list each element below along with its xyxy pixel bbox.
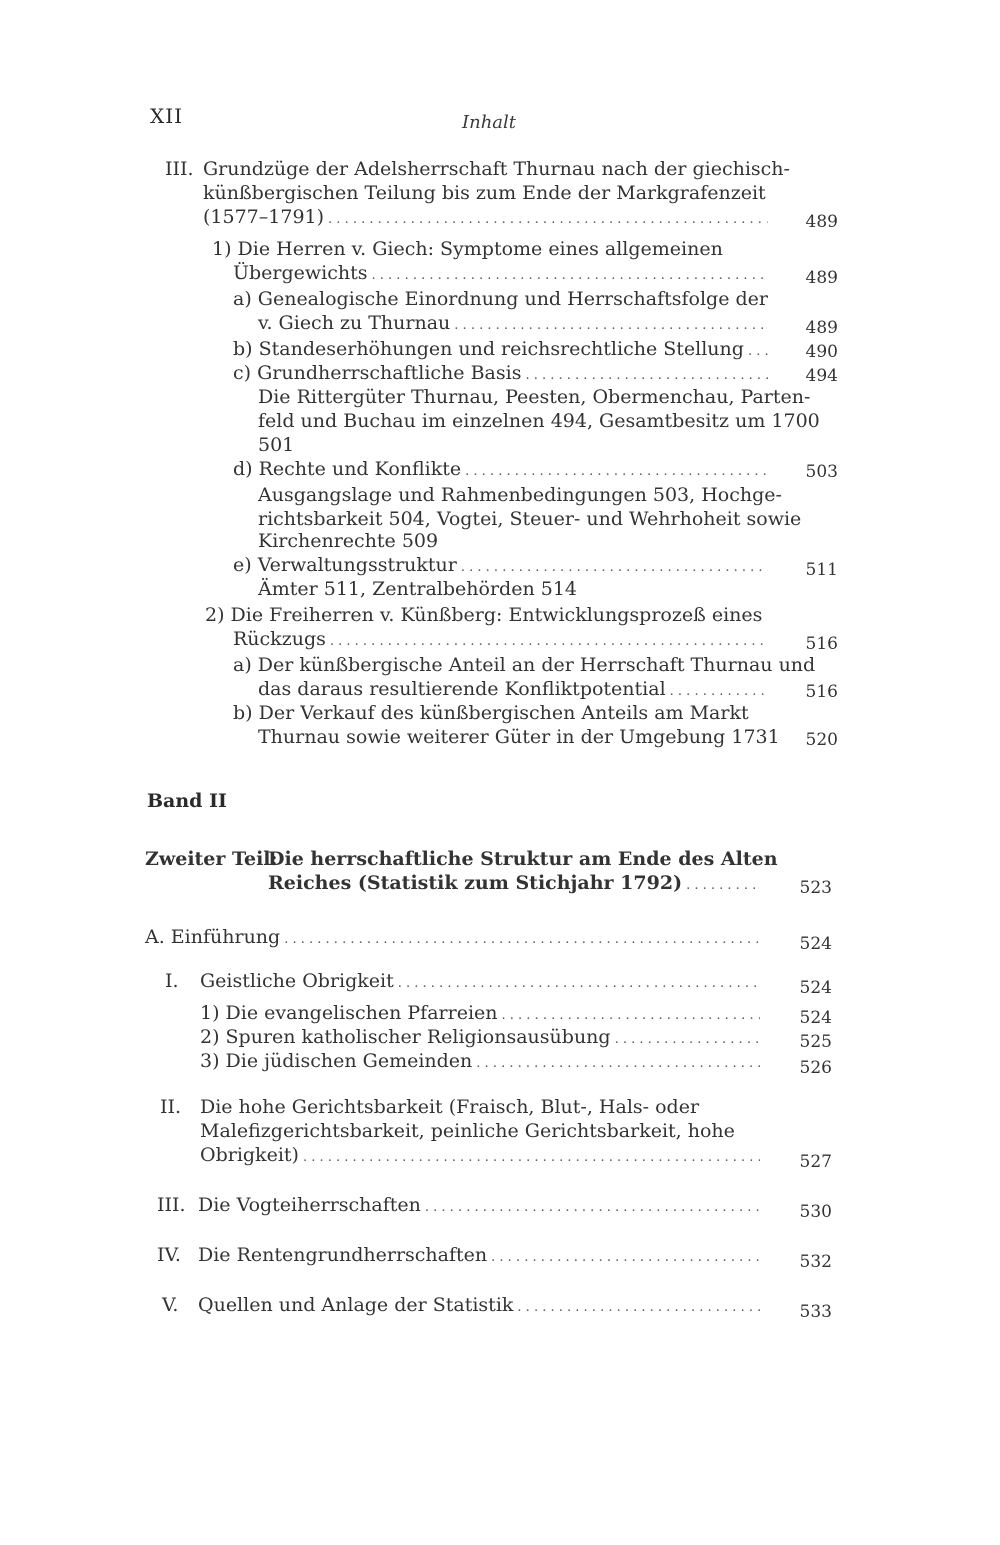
section-number: V. [162,1294,179,1316]
toc-entry-text: Obrigkeit) [200,1144,299,1166]
page-ref: 516 [805,634,838,654]
toc-entry-text: d) Rechte und Konflikte [233,458,462,480]
page-ref: 489 [805,318,838,338]
toc-entry [200,1028,760,1047]
leader-dots [461,556,768,575]
toc-entry-text: Quellen und Anlage der Statistik [198,1294,514,1316]
page-ref: 532 [799,1252,832,1272]
page-ref: 516 [805,682,838,702]
toc-detail-text: 501 [258,434,295,456]
page-ref: 527 [799,1152,832,1172]
toc-entry-text: Geistliche Obrigkeit [200,970,394,992]
toc-entry-text: b) Der Verkauf des künßbergischen Anteils am Markt [233,702,749,724]
toc-entry-text: A. Einführung [145,926,281,948]
section-number: IV. [157,1244,181,1266]
page-ref: 511 [805,560,838,580]
toc-entry [258,680,768,699]
section-number: III. [157,1194,186,1216]
toc-entry-text: 2) Die Freiherren v. Künßberg: Entwicklungsprozeß eines [205,604,763,626]
page-ref: 489 [805,268,838,288]
leader-dots [303,1146,760,1165]
leader-dots [476,1052,760,1071]
toc-entry [198,1246,760,1265]
toc-detail-text: Ausgangslage und Rahmenbedingungen 503, Hochge- [258,484,782,506]
toc-entry-text: v. Giech zu Thurnau [258,312,451,334]
leader-dots [686,874,760,893]
toc-entry-text: b) Standeserhöhungen und reichsrechtliche Stellung [233,338,744,360]
leader-dots [284,928,760,947]
page-ref: 533 [799,1302,832,1322]
toc-entry-text: 2) Spuren katholischer Religionsausübung [200,1026,611,1048]
page-ref: 524 [799,1008,832,1028]
leader-dots [330,630,768,649]
leader-dots [517,1296,760,1315]
leader-dots [670,680,768,699]
toc-entry [233,364,768,383]
toc-entry-text: Grundzüge der Adelsherrschaft Thurnau nach der giechisch- [203,158,790,180]
page-number: XII [150,104,184,128]
toc-entry [145,928,760,947]
leader-dots [465,460,768,479]
toc-entry [200,1146,760,1165]
page-ref: 494 [805,366,838,386]
toc-entry-text: Thurnau sowie weiterer Güter in der Umgebung 1731 [258,726,780,748]
toc-entry-text: Die hohe Gerichtsbarkeit (Fraisch, Blut-, Hals- oder [200,1096,700,1118]
toc-entry [233,460,768,479]
page-ref: 530 [799,1202,832,1222]
leader-dots [502,1004,761,1023]
leader-dots [398,972,760,991]
toc-entry-text: Die Vogteiherrschaften [198,1194,421,1216]
toc-entry-text: a) Der künßbergische Anteil an der Herrschaft Thurnau und [233,654,816,676]
leader-dots [615,1028,760,1047]
volume-heading: Band II [147,790,227,812]
toc-detail-text: Ämter 511, Zentralbehörden 514 [258,578,578,600]
toc-entry [203,208,768,227]
toc-entry [233,340,768,359]
page-ref: 489 [805,212,838,232]
toc-entry [258,726,780,748]
toc-entry [268,874,760,893]
toc-detail-text: Die Rittergüter Thurnau, Peesten, Obermenchau, Parten- [258,386,811,408]
leader-dots [425,1196,760,1215]
toc-entry-text: 3) Die jüdischen Gemeinden [200,1050,473,1072]
leader-dots [491,1246,760,1265]
toc-entry [233,556,768,575]
toc-entry-text: c) Grundherrschaftliche Basis [233,362,522,384]
page-ref: 524 [799,978,832,998]
page-ref: 524 [799,934,832,954]
leader-dots [328,208,768,227]
toc-entry-text: Übergewichts [233,262,368,284]
toc-entry-text: künßbergischen Teilung bis zum Ende der Markgrafenzeit [203,182,766,204]
page-ref: 490 [805,342,838,362]
toc-entry [258,314,768,333]
part-title: Die herrschaftliche Struktur am Ende des Alten [268,848,778,870]
toc-entry [200,1004,760,1023]
toc-detail-text: feld und Buchau im einzelnen 494, Gesamtbesitz um 1700 [258,410,820,432]
page-ref: 523 [799,878,832,898]
section-number: III. [165,158,194,180]
toc-entry-text: Malefizgerichtsbarkeit, peinliche Gerichtsbarkeit, hohe [200,1120,735,1142]
part-label: Zweiter Teil: [145,848,278,870]
page-ref: 503 [805,462,838,482]
toc-entry-text: das daraus resultierende Konfliktpotential [258,678,666,700]
section-number: I. [165,970,179,992]
section-number: II. [160,1096,182,1118]
leader-dots [454,314,768,333]
toc-entry [200,1052,760,1071]
toc-entry-text: Die Rentengrundherrschaften [198,1244,488,1266]
toc-entry-text: (1577–1791) [203,206,325,228]
leader-dots [748,340,768,359]
toc-entry [233,630,768,649]
toc-entry [198,1296,760,1315]
page-ref: 526 [799,1058,832,1078]
toc-entry [200,972,760,991]
toc-entry-text: a) Genealogische Einordnung und Herrschaftsfolge der [233,288,768,310]
toc-entry-text: e) Verwaltungsstruktur [233,554,457,576]
page-ref: 525 [799,1032,832,1052]
leader-dots [525,364,768,383]
running-title: Inhalt [462,112,517,133]
toc-entry-text: 1) Die Herren v. Giech: Symptome eines allgemeinen [212,238,723,260]
toc-entry [198,1196,760,1215]
toc-entry-text: 1) Die evangelischen Pfarreien [200,1002,498,1024]
leader-dots [372,264,768,283]
toc-detail-text: richtsbarkeit 504, Vogtei, Steuer- und Wehrhoheit sowie [258,508,802,530]
part-title: Reiches (Statistik zum Stichjahr 1792) [268,872,683,894]
toc-entry-text: Rückzugs [233,628,326,650]
page-ref: 520 [805,730,838,750]
toc-entry [233,264,768,283]
toc-detail-text: Kirchenrechte 509 [258,530,439,552]
